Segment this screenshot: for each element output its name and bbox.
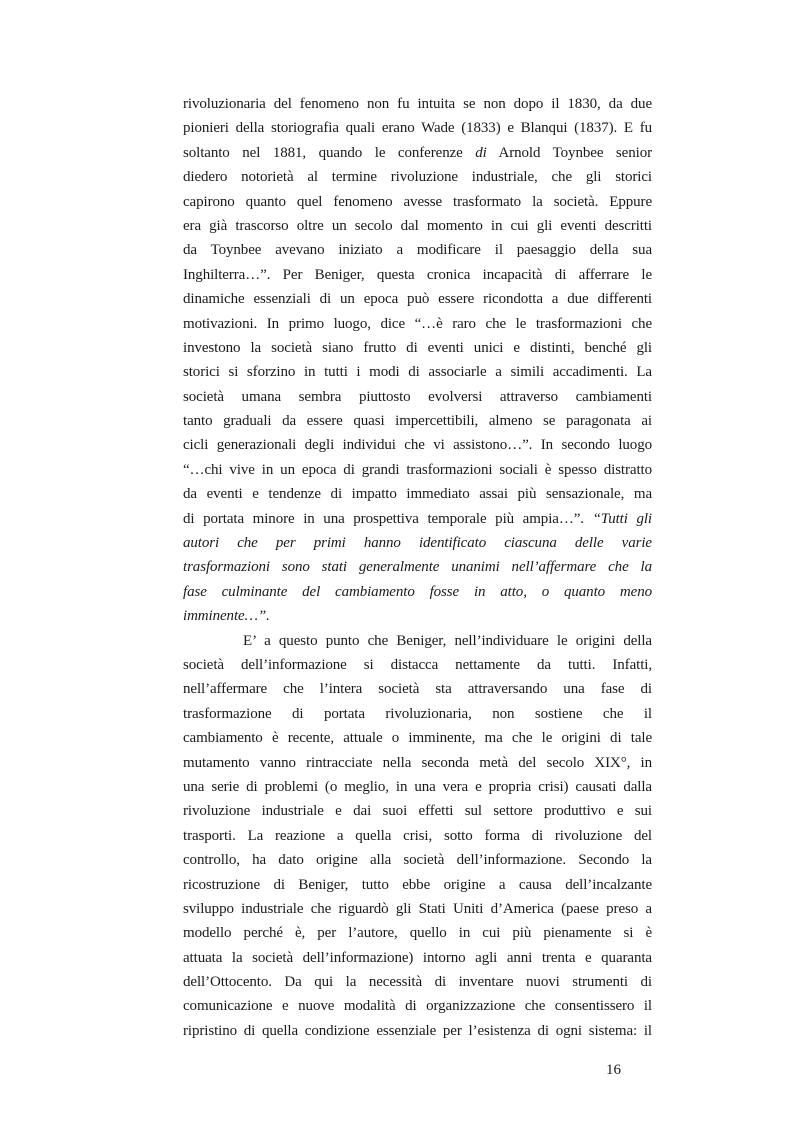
text-line: mutamento vanno rintracciate nella seconda metà del secolo XIX°, in <box>183 754 652 771</box>
text-line: motivazioni. In primo luogo, dice “…è raro che le trasformazioni che <box>183 315 652 332</box>
text-line: capirono quanto quel fenomeno avesse trasformato la società. Eppure <box>183 193 652 210</box>
text-line: da eventi e tendenze di impatto immediato assai più sensazionale, ma <box>183 486 652 503</box>
italic-text-line: imminente…”. <box>183 608 270 625</box>
text-line: cambiamento è recente, attuale o imminente, ma che le origini di tale <box>183 730 652 747</box>
text-line: società dell’informazione si distacca nettamente da tutti. Infatti, <box>183 656 652 673</box>
text-line: controllo, ha dato origine alla società dell’informazione. Secondo la <box>183 852 652 869</box>
text-line: diedero notorietà al termine rivoluzione industriale, che gli storici <box>183 169 652 186</box>
text-line: una serie di problemi (o meglio, in una vera e propria crisi) causati dalla <box>183 778 652 795</box>
italic-text-line: autori che per primi hanno identificato ciascuna delle varie <box>183 535 652 552</box>
text-fragment: Arnold Toynbee senior <box>486 144 652 161</box>
text-line: trasformazione di portata rivoluzionaria, non sostiene che il <box>183 705 652 722</box>
italic-quote: “Tutti gli <box>592 510 652 527</box>
text-line: pionieri della storiografia quali erano Wade (1833) e Blanqui (1837). E fu <box>183 120 652 137</box>
text-line: investono la società siano frutto di eventi unici e distinti, benché gli <box>183 339 652 356</box>
text-line: rivoluzionaria del fenomeno non fu intuita se non dopo il 1830, da due <box>183 96 652 112</box>
text-line: rivoluzione industriale e dai suoi effetti sul settore produttivo e sui <box>183 803 652 820</box>
text-line: ricostruzione di Beniger, tutto ebbe origine a causa dell’incalzante <box>183 876 652 893</box>
text-line: “…chi vive in un epoca di grandi trasformazioni sociali è spesso distratto <box>183 461 652 478</box>
text-line: era già trascorso oltre un secolo dal momento in cui gli eventi descritti <box>183 217 652 234</box>
text-line: dinamiche essenziali di un epoca può essere ricondotta a due differenti <box>183 291 652 308</box>
page-number: 16 <box>606 1062 621 1078</box>
body-text <box>183 92 652 1043</box>
text-line: comunicazione e nuove modalità di organizzazione che consentissero il <box>183 998 652 1015</box>
text-line: sviluppo industriale che riguardò gli Stati Uniti d’America (paese preso a <box>183 900 652 917</box>
text-line: modello perché è, per l’autore, quello in cui più pienamente si è <box>183 925 652 942</box>
text-line <box>183 507 652 531</box>
text-line: E’ a questo punto che Beniger, nell’individuare le origini della <box>243 632 652 649</box>
paragraph <box>183 629 652 1044</box>
text-fragment: di portata minore in una prospettiva temporale più ampia…”. <box>183 510 593 527</box>
italic-word: di <box>475 144 487 161</box>
text-line: da Toynbee avevano iniziato a modificare il paesaggio della sua <box>183 242 652 259</box>
text-line: storici si sforzino in tutti i modi di associarle a simili accadimenti. La <box>183 364 652 381</box>
text-line: tanto graduali da essere quasi impercettibili, almeno se paragonata ai <box>183 413 652 430</box>
text-line: cicli generazionali degli individui che vi assistono…”. In secondo luogo <box>183 437 652 454</box>
text-line: trasporti. La reazione a quella crisi, sotto forma di rivoluzione del <box>183 827 652 844</box>
text-line: nell’affermare che l’intera società sta attraversando una fase di <box>183 681 652 698</box>
text-line: dell’Ottocento. Da qui la necessità di inventare nuovi strumenti di <box>183 974 652 991</box>
text-line <box>183 141 652 165</box>
text-line: ripristino di quella condizione essenziale per l’esistenza di ogni sistema: il <box>183 1022 652 1039</box>
text-line: Inghilterra…”. Per Beniger, questa cronica incapacità di afferrare le <box>183 266 652 283</box>
italic-text-line: fase culminante del cambiamento fosse in atto, o quanto meno <box>183 583 652 600</box>
text-line: attuata la società dell’informazione) intorno agli anni trenta e quaranta <box>183 949 652 966</box>
text-line: società umana sembra piuttosto evolversi attraverso cambiamenti <box>183 388 652 405</box>
text-fragment: soltanto nel 1881, quando le conferenze <box>183 144 476 161</box>
paragraph <box>183 92 652 629</box>
italic-text-line: trasformazioni sono stati generalmente unanimi nell’affermare che la <box>183 559 652 576</box>
